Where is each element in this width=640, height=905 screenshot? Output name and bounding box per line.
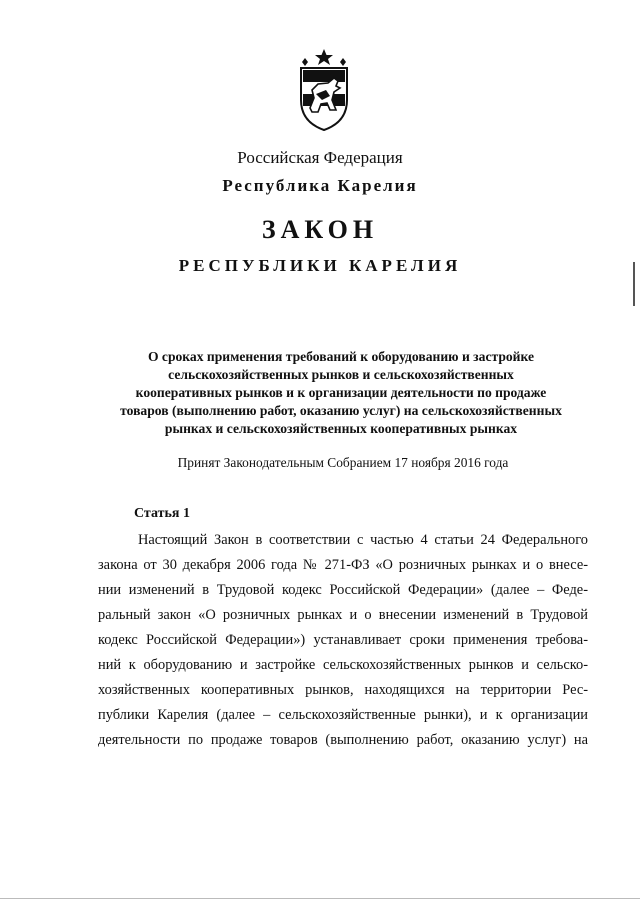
coat-of-arms-icon <box>296 48 352 132</box>
page-bottom-edge <box>0 898 640 899</box>
article-line: закона от 30 декабря 2006 года № 271-ФЗ «О розничных рынках и о внесе- <box>98 557 588 573</box>
article-line: публики Карелия (далее – сельскохозяйственные рынки), и к организации <box>98 707 588 723</box>
law-title-line: О сроках применения требований к оборудованию и застройке <box>147 349 535 364</box>
law-title-line: товаров (выполнению работ, оказанию услуг) на сельскохозяйственных <box>120 403 562 418</box>
law-title <box>96 348 586 438</box>
article-line: ний к оборудованию и застройке сельскохозяйственных рынков и сельско- <box>98 657 588 673</box>
adoption-note: Принят Законодательным Собранием 17 ноября 2016 года <box>177 455 509 470</box>
document-type: ЗАКОН <box>261 215 379 244</box>
article-line: Настоящий Закон в соответствии с частью 4 статьи 24 Федерального <box>138 532 588 548</box>
article-body <box>98 528 588 753</box>
law-title-line: кооперативных рынков и к организации деятельности по продаже <box>135 385 547 400</box>
federation-heading: Российская Федерация <box>237 148 403 167</box>
scan-edge-mark <box>633 262 635 306</box>
law-title-line: рынках и сельскохозяйственных кооперативных рынках <box>164 421 518 436</box>
article-line: кодекс Российской Федерации») устанавливает сроки применения требова- <box>98 632 588 648</box>
article-heading: Статья 1 <box>134 506 190 521</box>
law-title-line: сельскохозяйственных рынков и сельскохозяйственных <box>168 367 514 382</box>
document-type-sub: РЕСПУБЛИКИ КАРЕЛИЯ <box>178 256 462 275</box>
article-line: ральный закон «О розничных рынках и о внесении изменений в Трудовой <box>98 607 588 623</box>
article-line: хозяйственных кооперативных рынков, находящихся на территории Рес- <box>98 682 588 698</box>
republic-heading: Республика Карелия <box>222 176 418 195</box>
article-line: нии изменений в Трудовой кодекс Российской Федерации» (далее – Феде- <box>98 582 588 598</box>
article-line: деятельности по продаже товаров (выполнению работ, оказанию услуг) на <box>98 732 588 748</box>
